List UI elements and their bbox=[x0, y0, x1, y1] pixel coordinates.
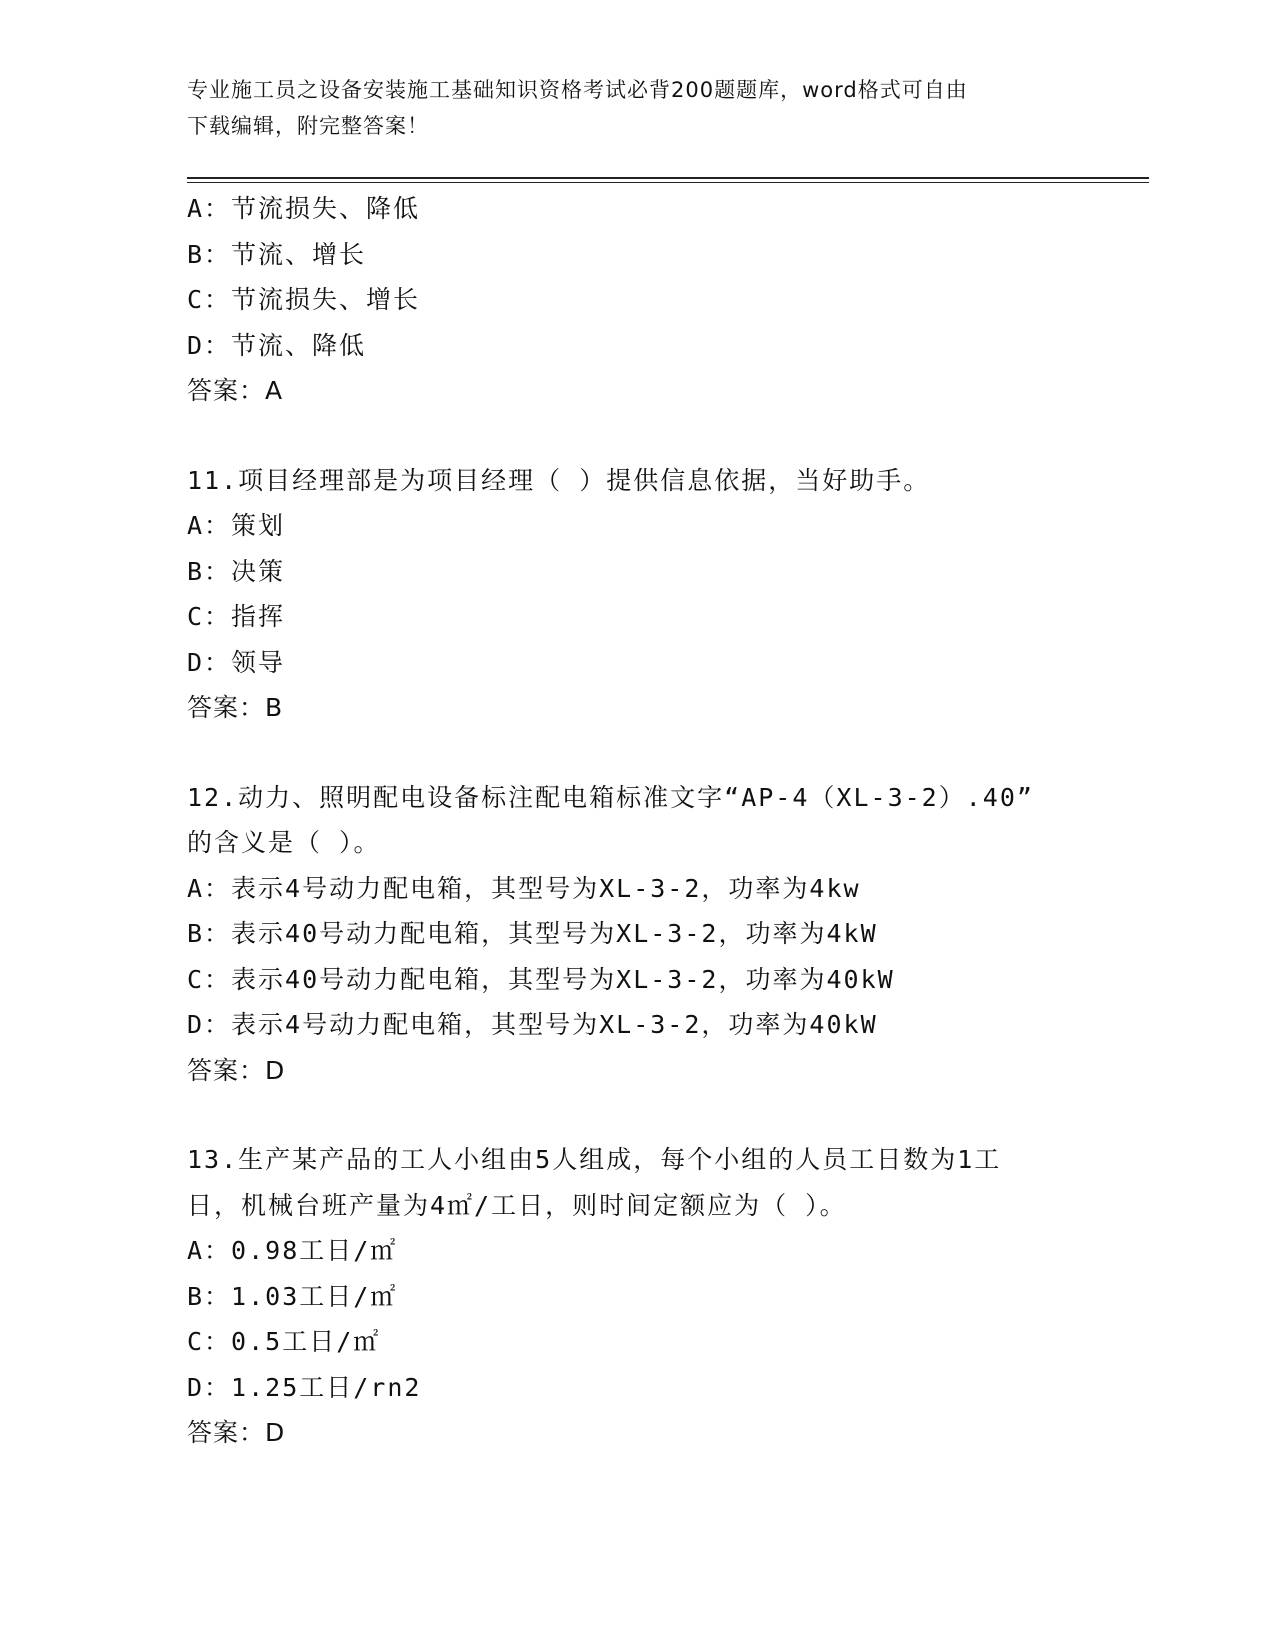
question-stem-line-2: 日，机械台班产量为4㎡/工日，则时间定额应为（ ）。 bbox=[187, 1190, 847, 1220]
option-c: C：表示40号动力配电箱，其型号为XL-3-2，功率为40kW bbox=[187, 964, 895, 994]
option-c: C：指挥 bbox=[187, 602, 286, 631]
question-13 bbox=[187, 1137, 1087, 1456]
option-a: A：0.98工日/㎡ bbox=[187, 1236, 398, 1265]
option-d: D：1.25工日/rn2 bbox=[187, 1372, 422, 1402]
document-header bbox=[187, 72, 1067, 144]
option-c: C：0.5工日/㎡ bbox=[187, 1327, 381, 1356]
question-10 bbox=[187, 186, 1087, 414]
question-stem-line-2: 的含义是（ ）。 bbox=[187, 828, 381, 857]
question-stem-line-1: 12.动力、照明配电设备标注配电箱标准文字“AP-4（XL-3-2）.40” bbox=[187, 782, 1034, 812]
option-b: B：表示40号动力配电箱，其型号为XL-3-2，功率为4kW bbox=[187, 919, 878, 948]
option-a: A：表示4号动力配电箱，其型号为XL-3-2，功率为4kw bbox=[187, 873, 861, 903]
header-divider-thin bbox=[187, 182, 1149, 183]
question-11 bbox=[187, 458, 1087, 731]
answer: 答案：A bbox=[187, 376, 284, 405]
question-stem-line-1: 13.生产某产品的工人小组由5人组成，每个小组的人员工日数为1工 bbox=[187, 1145, 1002, 1174]
option-d: D：表示4号动力配电箱，其型号为XL-3-2，功率为40kW bbox=[187, 1010, 878, 1039]
option-b: B：1.03工日/㎡ bbox=[187, 1281, 398, 1311]
header-divider-thick bbox=[187, 177, 1149, 179]
question-stem: 11.项目经理部是为项目经理（ ）提供信息依据，当好助手。 bbox=[187, 465, 931, 495]
option-b: B：节流、增长 bbox=[187, 239, 367, 269]
spacer bbox=[187, 1093, 1087, 1137]
option-a: A：策划 bbox=[187, 511, 286, 540]
option-d: D：领导 bbox=[187, 647, 286, 677]
option-a: A：节流损失、降低 bbox=[187, 194, 421, 223]
header-line-1: 专业施工员之设备安装施工基础知识资格考试必背200题题库，word格式可自由 bbox=[187, 78, 968, 102]
option-d: D：节流、降低 bbox=[187, 330, 367, 360]
spacer bbox=[187, 731, 1087, 775]
answer: 答案：D bbox=[187, 1418, 286, 1447]
header-line-2: 下载编辑，附完整答案！ bbox=[187, 114, 429, 138]
option-b: B：决策 bbox=[187, 556, 286, 586]
answer: 答案：B bbox=[187, 693, 284, 722]
answer: 答案：D bbox=[187, 1055, 286, 1085]
question-12 bbox=[187, 775, 1087, 1094]
question-list bbox=[187, 186, 1087, 1456]
spacer bbox=[187, 414, 1087, 458]
option-c: C：节流损失、增长 bbox=[187, 285, 421, 314]
